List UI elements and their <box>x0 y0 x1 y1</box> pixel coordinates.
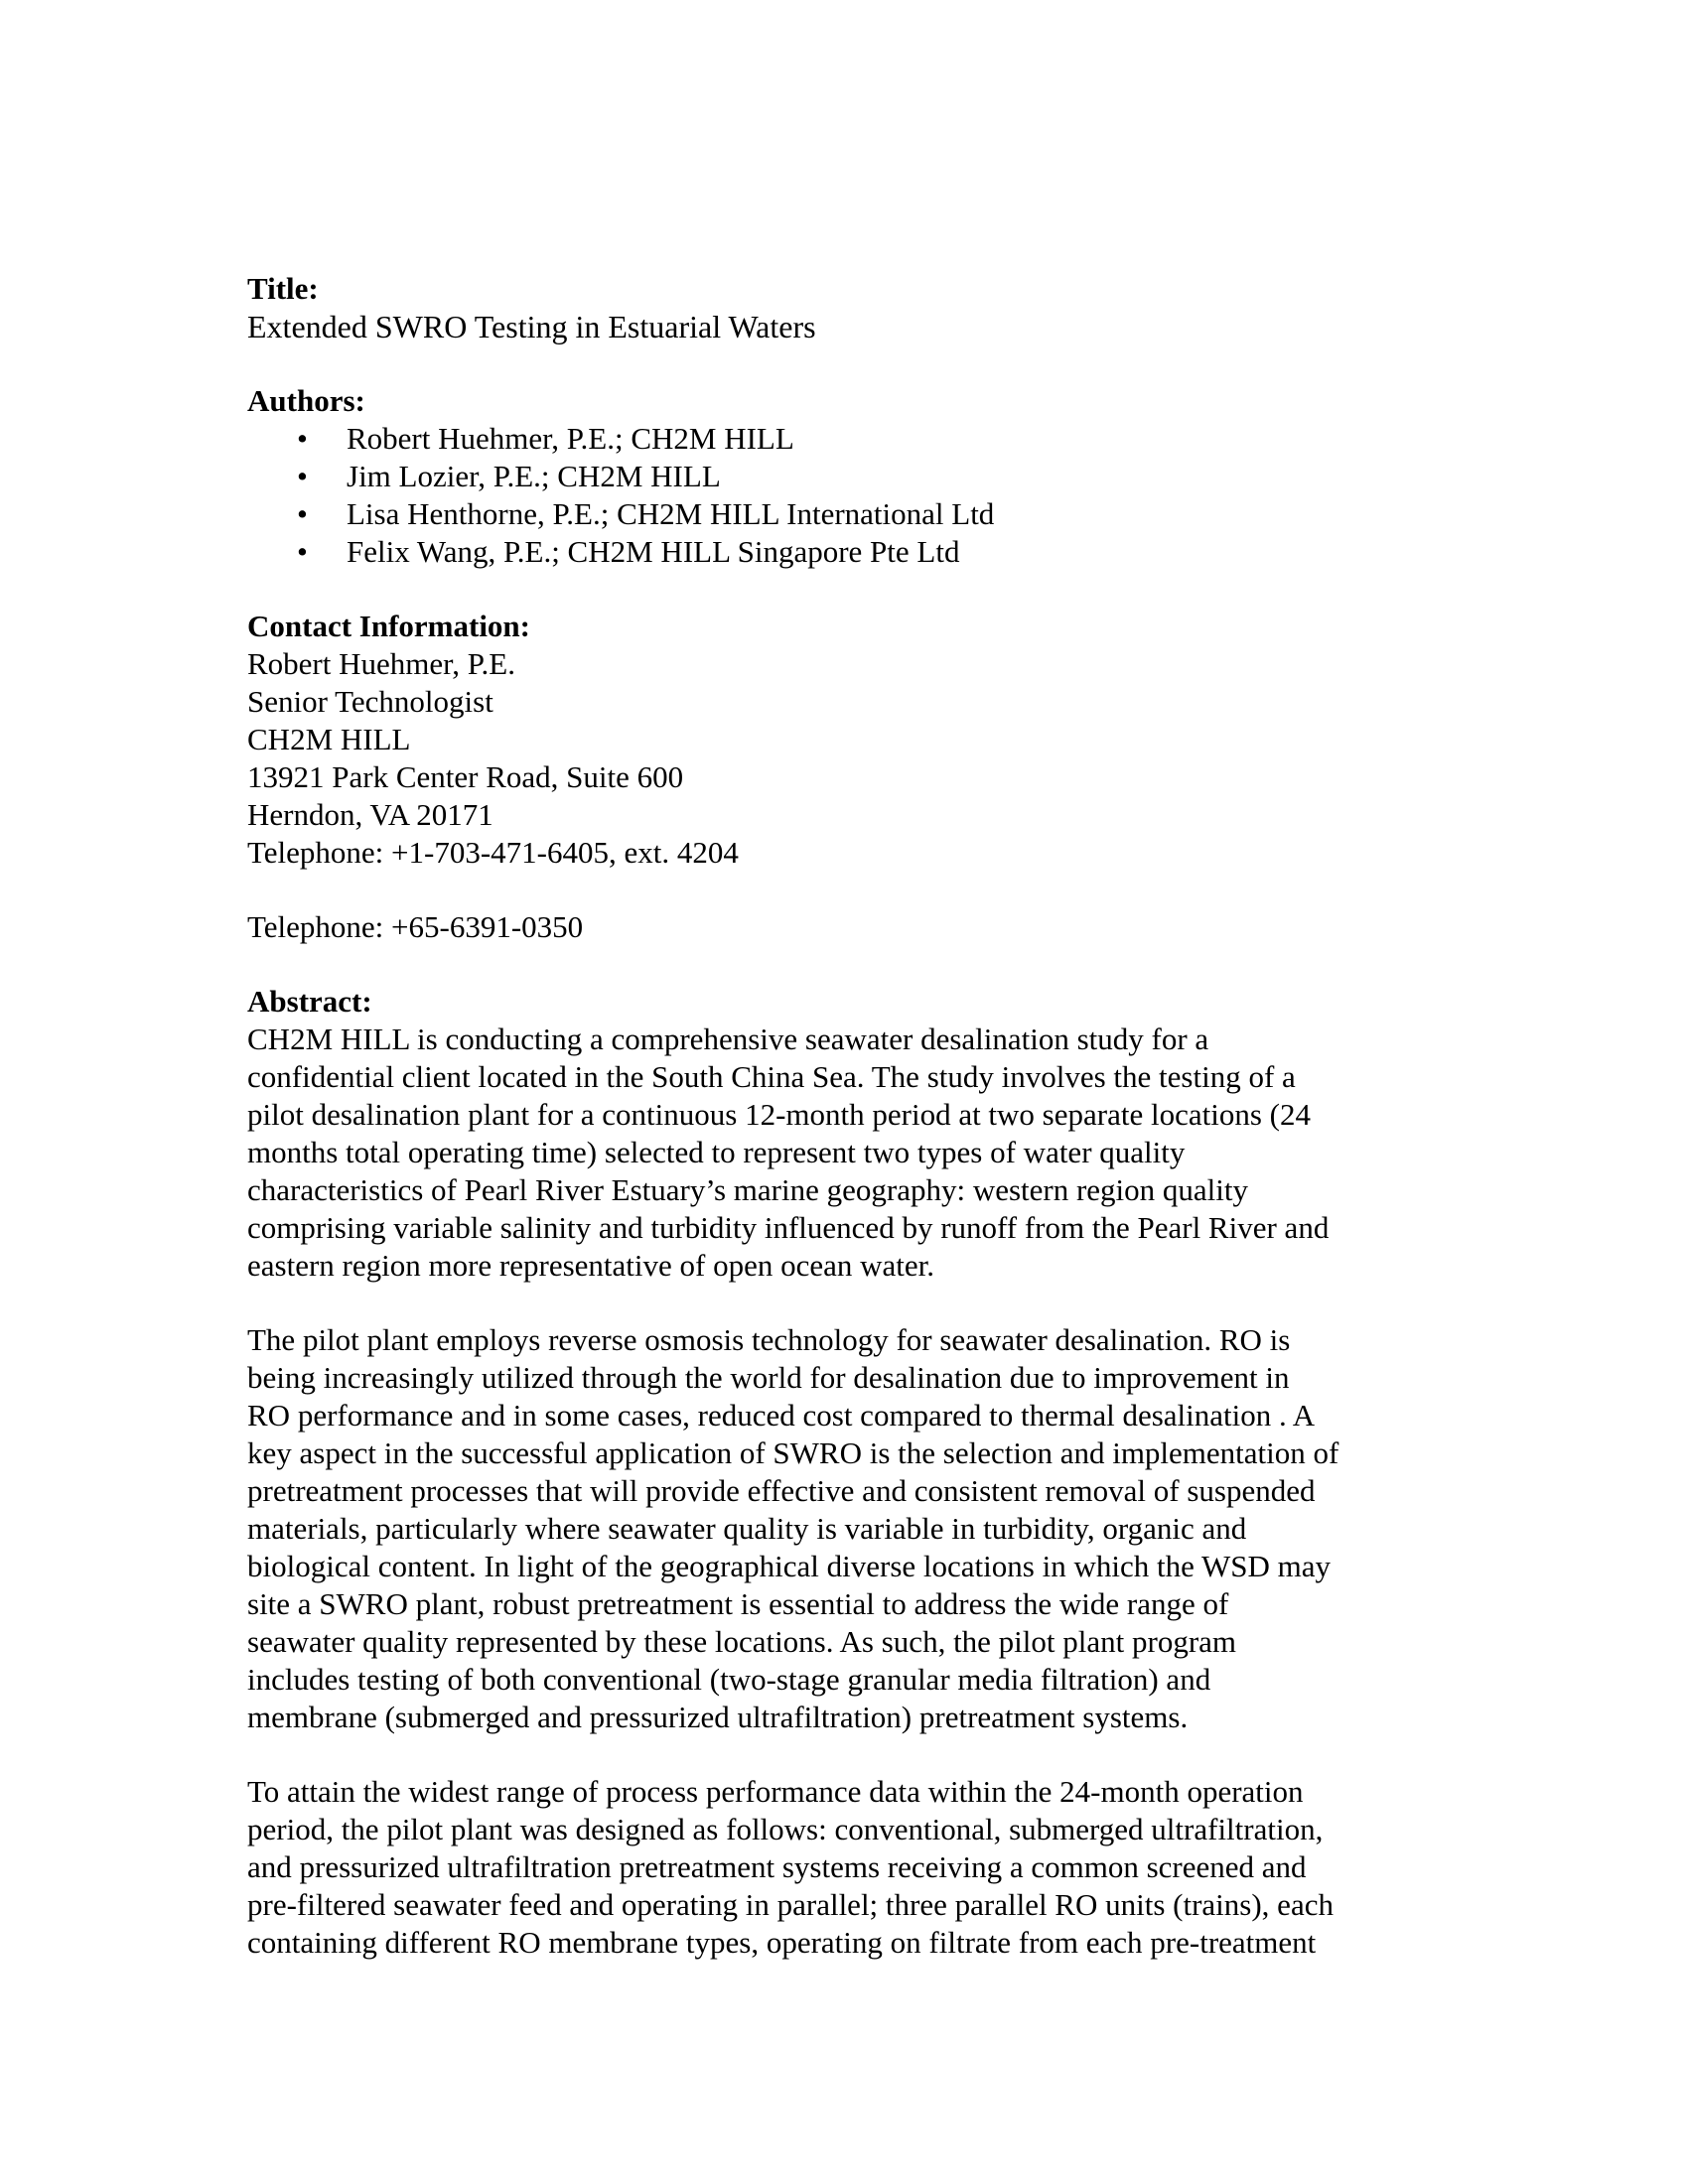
abstract-line: To attain the widest range of process performance data within the 24-month operation <box>247 1774 1304 1809</box>
spacer <box>247 1285 1439 1321</box>
abstract-line: materials, particularly where seawater quality is variable in turbidity, organic and <box>247 1511 1247 1546</box>
abstract-line: months total operating time) selected to represent two types of water quality <box>247 1135 1186 1169</box>
abstract-line: confidential client located in the South China Sea. The study involves the testing of a <box>247 1059 1296 1094</box>
spacer <box>247 345 1439 382</box>
abstract-line: biological content. In light of the geographical diverse locations in which the WSD may <box>247 1549 1332 1583</box>
author-item <box>247 533 1439 571</box>
authors-list <box>247 420 1439 571</box>
author-item <box>247 458 1439 495</box>
bullet-icon: • <box>297 459 308 493</box>
abstract-line: containing different RO membrane types, operating on filtrate from each pre-treatment <box>247 1925 1317 1960</box>
abstract-line: being increasingly utilized through the world for desalination due to improvement in <box>247 1360 1290 1395</box>
abstract-line: comprising variable salinity and turbidity influenced by runoff from the Pearl River and <box>247 1210 1330 1245</box>
abstract-line: CH2M HILL is conducting a comprehensive seawater desalination study for a <box>247 1022 1209 1056</box>
abstract-paragraph-3 <box>247 1773 1439 1962</box>
abstract-line: site a SWRO plant, robust pretreatment is essential to address the wide range of <box>247 1586 1229 1621</box>
author-name: Felix Wang, P.E.; CH2M HILL Singapore Pte Ltd <box>347 534 960 569</box>
abstract-line: pretreatment processes that will provide effective and consistent removal of suspended <box>247 1473 1316 1508</box>
abstract-line: and pressurized ultrafiltration pretreatment systems receiving a common screened and <box>247 1849 1307 1884</box>
spacer <box>247 571 1439 608</box>
contact-label: Contact Information: <box>247 609 530 643</box>
author-name: Jim Lozier, P.E.; CH2M HILL <box>347 459 721 493</box>
contact-city: Herndon, VA 20171 <box>247 797 493 832</box>
abstract-line: The pilot plant employs reverse osmosis technology for seawater desalination. RO is <box>247 1322 1291 1357</box>
abstract-line: seawater quality represented by these locations. As such, the pilot plant program <box>247 1624 1237 1659</box>
author-name: Robert Huehmer, P.E.; CH2M HILL <box>347 421 794 456</box>
contact-name: Robert Huehmer, P.E. <box>247 646 515 681</box>
contact-telephone: Telephone: +1-703-471-6405, ext. 4204 <box>247 835 739 870</box>
abstract-line: RO performance and in some cases, reduced cost compared to thermal desalination . A <box>247 1398 1316 1433</box>
bullet-icon: • <box>297 421 308 456</box>
abstract-line: pilot desalination plant for a continuous 12-month period at two separate locations (24 <box>247 1097 1311 1132</box>
author-name: Lisa Henthorne, P.E.; CH2M HILL International Ltd <box>347 496 995 531</box>
authors-label: Authors: <box>247 383 365 418</box>
title-label: Title: <box>247 271 319 306</box>
contact-company: CH2M HILL <box>247 722 411 756</box>
bullet-icon: • <box>297 534 308 569</box>
abstract-line: key aspect in the successful application of SWRO is the selection and implementation of <box>247 1435 1339 1470</box>
contact-street: 13921 Park Center Road, Suite 600 <box>247 759 684 794</box>
bullet-icon: • <box>297 496 308 531</box>
contact-telephone-2: Telephone: +65-6391-0350 <box>247 909 584 944</box>
document-page <box>247 270 1439 1962</box>
spacer <box>247 1736 1439 1773</box>
author-item <box>247 495 1439 533</box>
contact-role: Senior Technologist <box>247 684 493 719</box>
document-title: Extended SWRO Testing in Estuarial Waters <box>247 309 816 344</box>
spacer <box>247 946 1439 983</box>
spacer <box>247 872 1439 908</box>
abstract-line: period, the pilot plant was designed as follows: conventional, submerged ultrafiltration, <box>247 1812 1324 1846</box>
abstract-label: Abstract: <box>247 984 372 1019</box>
abstract-line: eastern region more representative of open ocean water. <box>247 1248 935 1283</box>
abstract-paragraph-1 <box>247 1021 1439 1285</box>
abstract-line: includes testing of both conventional (two-stage granular media filtration) and <box>247 1662 1211 1697</box>
author-item <box>247 420 1439 458</box>
abstract-paragraph-2 <box>247 1321 1439 1736</box>
abstract-line: characteristics of Pearl River Estuary’s marine geography: western region quality <box>247 1172 1249 1207</box>
abstract-line: membrane (submerged and pressurized ultrafiltration) pretreatment systems. <box>247 1700 1189 1734</box>
abstract-line: pre-filtered seawater feed and operating in parallel; three parallel RO units (trains), each <box>247 1887 1334 1922</box>
